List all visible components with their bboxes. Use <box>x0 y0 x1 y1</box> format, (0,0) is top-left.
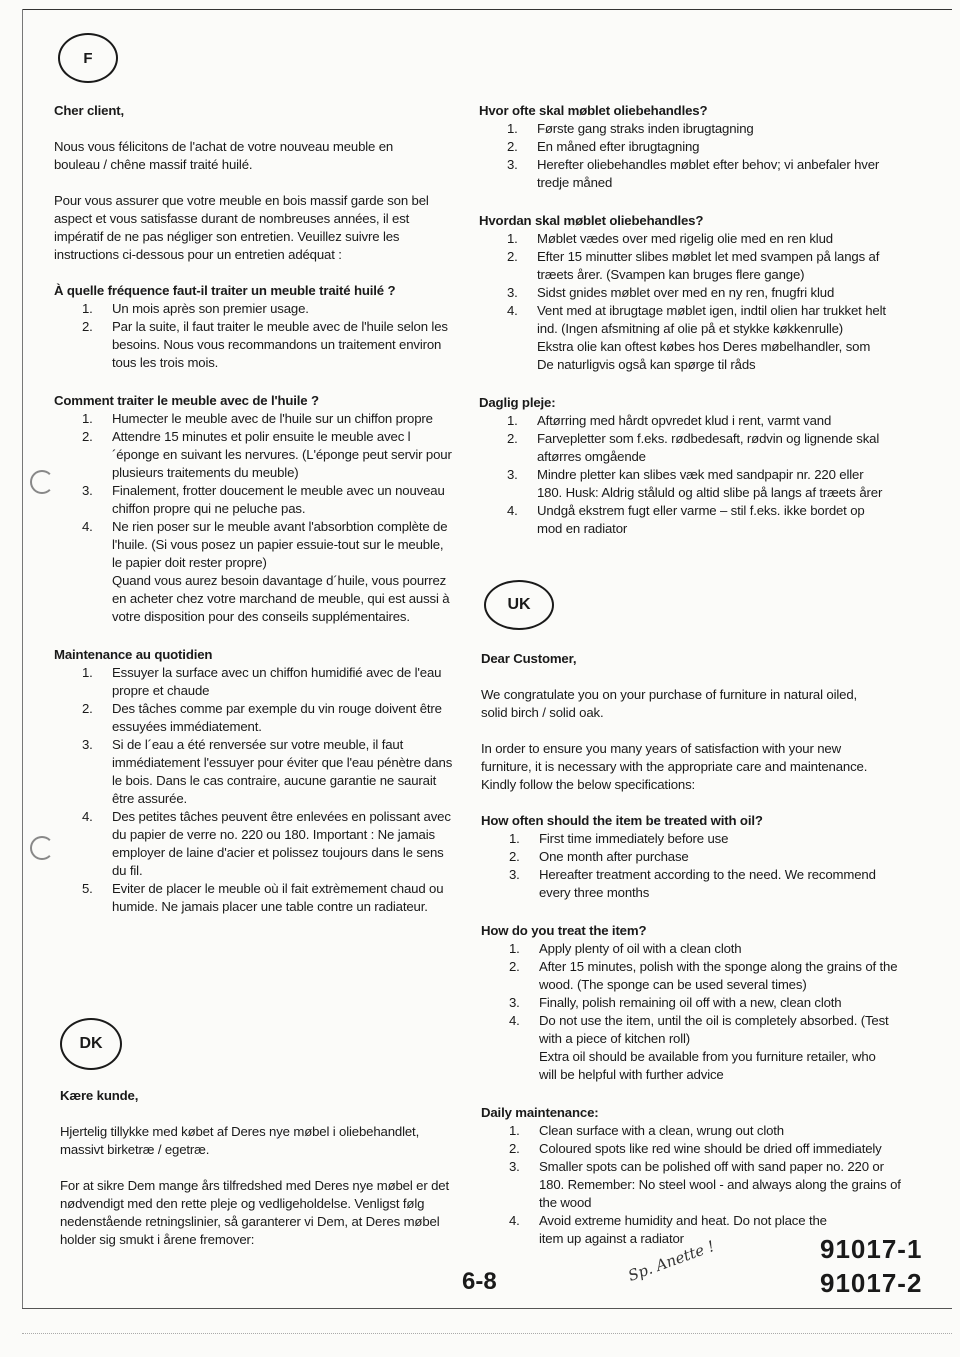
uk-greeting: Dear Customer, <box>481 651 577 666</box>
list-item: 3. Finalement, frotter doucement le meuble avec un nouveau chiffon propre qui ne peluche pas. <box>82 483 445 516</box>
uk-daily-heading: Daily maintenance: <box>481 1105 599 1120</box>
right-column-uk <box>481 650 911 1248</box>
list-item: 2. Par la suite, il faut traiter le meuble avec de l'huile selon les besoins. Nous vous recommandons un traitement environ tous les trois mois. <box>82 319 448 370</box>
language-badge-fr: F <box>58 33 118 83</box>
uk-how-heading: How do you treat the item? <box>481 923 647 938</box>
list-item: 3. Sidst gnides møblet over med en ny ren, fnugfri klud <box>507 285 835 300</box>
list-item: 2. Coloured spots like red wine should be dried off immediately <box>509 1141 882 1156</box>
language-badge-dk: DK <box>60 1018 122 1070</box>
uk-daily-list <box>481 1122 901 1248</box>
scan-edge <box>22 1333 952 1334</box>
dk-how-heading: Hvordan skal møblet oliebehandles? <box>479 213 704 228</box>
fr-how-heading: Comment traiter le meuble avec de l'huile ? <box>54 393 319 408</box>
language-badge-uk: UK <box>484 580 554 630</box>
list-item: 2. En måned efter ibrugtagning <box>507 139 700 154</box>
fr-how-list <box>54 410 454 572</box>
dk-intro-1: Hjertelig tillykke med købet af Deres nye møbel i oliebehandlet, massivt birketræ / egetræ. <box>60 1124 420 1157</box>
page-number: 6-8 <box>462 1268 497 1295</box>
uk-intro-1: We congratulate you on your purchase of furniture in natural oiled, solid birch / solid oak. <box>481 687 858 720</box>
right-column-dk <box>479 102 919 538</box>
fr-daily-list <box>54 664 454 916</box>
uk-how-extra: Extra oil should be available from you furniture retailer, who will be helpful with further advice <box>539 1049 876 1082</box>
dk-frequency-heading: Hvor ofte skal møblet oliebehandles? <box>479 103 708 118</box>
page-border-bottom <box>22 1308 952 1309</box>
list-item: 4. Avoid extreme humidity and heat. Do not place the item up against a radiator <box>509 1213 827 1246</box>
list-item: 4. Des petites tâches peuvent être enlevées en polissant avec du papier de verre no. 220 ou 180. Important : Ne jamais employer de laine d'acier et polissez toujours dans le sens du fil. <box>82 809 451 878</box>
list-item: 3. Finally, polish remaining oil off with a new, clean cloth <box>509 995 842 1010</box>
uk-how-list <box>481 940 901 1048</box>
fr-intro-2: Pour vous assurer que votre meuble en bois massif garde son bel aspect et vous satisfasse durant de nombreuses années, il est impératif de ne pas négliger son entretien. Veuillez suivre les instructions ci-dessous pour un entretien adéquat : <box>54 193 429 262</box>
list-item: 1. Møblet vædes over med rigelig olie med en ren klud <box>507 231 833 246</box>
dk-how-extra: Ekstra olie kan oftest købes hos Deres møbelhandler, som De naturligvis også kan spørge til råds <box>537 339 871 372</box>
list-item: 1. Første gang straks inden ibrugtagning <box>507 121 754 136</box>
list-item: 1. Humecter le meuble avec de l'huile sur un chiffon propre <box>82 411 433 426</box>
list-item: 2. Farvepletter som f.eks. rødbedesaft, rødvin og lignende skal aftørres omgående <box>507 431 880 464</box>
list-item: 3. Si de l´eau a été renversée sur votre meuble, il faut immédiatement l'essuyer pour éviter que l'eau pénètre dans le bois. Dans le cas contraire, aucune garantie ne saurait être assurée. <box>82 737 453 806</box>
fr-how-extra: Quand vous aurez besoin davantage d´huile, vous pourrez en acheter chez votre marchand de meuble, qui est aussi à votre disposition pour des conseils supplémentaires. <box>112 573 450 624</box>
dk-greeting: Kære kunde, <box>60 1088 139 1103</box>
handwritten-note: Sp. Anette ! <box>625 1237 717 1285</box>
fr-frequency-heading: À quelle fréquence faut-il traiter un meuble traité huilé ? <box>54 283 396 298</box>
dk-daily-list <box>479 412 889 538</box>
fr-greeting: Cher client, <box>54 103 125 118</box>
list-item: 1. Essuyer la surface avec un chiffon humidifié avec de l'eau propre et chaude <box>82 665 442 698</box>
list-item: 2. One month after purchase <box>509 849 689 864</box>
list-item: 2. Attendre 15 minutes et polir ensuite le meuble avec l´éponge en suivant les nervures. (L'éponge peut servir pour plusieurs traitements du meuble) <box>82 429 452 480</box>
list-item: 3. Herefter oliebehandles møblet efter behov; vi anbefaler hver tredje måned <box>507 157 880 190</box>
page-border-top <box>22 9 952 10</box>
uk-intro-2: In order to ensure you many years of satisfaction with your new furniture, it is necessary with the appropriate care and maintenance. Kindly follow the below specifications: <box>481 741 868 792</box>
list-item: 3. Mindre pletter kan slibes væk med sandpapir nr. 220 eller 180. Husk: Aldrig ståluld og altid slibe på langs af træets årer <box>507 467 883 500</box>
list-item: 4. Ne rien poser sur le meuble avant l'absorbtion complète de l'huile. (Si vous posez un papier essuie-tout sur le meuble, le papier doit rester propre) <box>82 519 448 570</box>
list-item: 2. After 15 minutes, polish with the sponge along the grains of the wood. (The sponge can be used several times) <box>509 959 898 992</box>
product-code-1: 91017-1 <box>820 1234 923 1264</box>
fr-intro-1: Nous vous félicitons de l'achat de votre nouveau meuble en bouleau / chêne massif traité huilé. <box>54 139 394 172</box>
uk-frequency-heading: How often should the item be treated with oil? <box>481 813 763 828</box>
list-item: 3. Smaller spots can be polished off with sand paper no. 220 or 180. Remember: No steel wool - and always along the grains of the wood <box>509 1159 901 1210</box>
list-item: 5. Eviter de placer le meuble où il fait extrèmement chaud ou humide. Ne jamais placer une table contre un radiateur. <box>82 881 444 914</box>
list-item: 1. Un mois après son premier usage. <box>82 301 309 316</box>
fr-frequency-list <box>54 300 454 372</box>
dk-how-list <box>479 230 889 338</box>
list-item: 1. First time immediately before use <box>509 831 729 846</box>
uk-frequency-list <box>481 830 881 902</box>
dk-frequency-list <box>479 120 889 192</box>
product-code-2: 91017-2 <box>820 1268 923 1298</box>
dk-intro-block <box>60 1087 470 1249</box>
list-item: 2. Efter 15 minutter slibes møblet let med svampen på langs af træets årer. (Svampen kan bruges flere gange) <box>507 249 880 282</box>
punch-hole-icon <box>30 836 54 860</box>
list-item: 1. Apply plenty of oil with a clean cloth <box>509 941 742 956</box>
left-column <box>54 102 474 916</box>
punch-hole-icon <box>30 470 54 494</box>
list-item: 1. Aftørring med hårdt opvredet klud i rent, varmt vand <box>507 413 832 428</box>
page-border-left <box>22 9 23 1309</box>
list-item: 4. Do not use the item, until the oil is completely absorbed. (Test with a piece of kitchen roll) <box>509 1013 889 1046</box>
fr-daily-heading: Maintenance au quotidien <box>54 647 213 662</box>
list-item: 1. Clean surface with a clean, wrung out cloth <box>509 1123 784 1138</box>
dk-intro-2: For at sikre Dem mange års tilfredshed med Deres nye møbel er det nødvendigt med den rette pleje og vedligeholdelse. Venligst følg nedenstående retningslinier, så garanterer vi Dem, at Deres møbel holder sig smukt i årene fremover: <box>60 1178 449 1247</box>
list-item: 2. Des tâches comme par exemple du vin rouge doivent être essuyées immédiatement. <box>82 701 442 734</box>
dk-daily-heading: Daglig pleje: <box>479 395 556 410</box>
list-item: 4. Undgå ekstrem fugt eller varme – stil f.eks. ikke bordet op mod en radiator <box>507 503 865 536</box>
list-item: 4. Vent med at ibrugtage møblet igen, indtil olien har trukket helt ind. (Ingen afsmitning af olie på et stykke køkkenrulle) <box>507 303 886 336</box>
list-item: 3. Hereafter treatment according to the need. We recommend every three months <box>509 867 876 900</box>
